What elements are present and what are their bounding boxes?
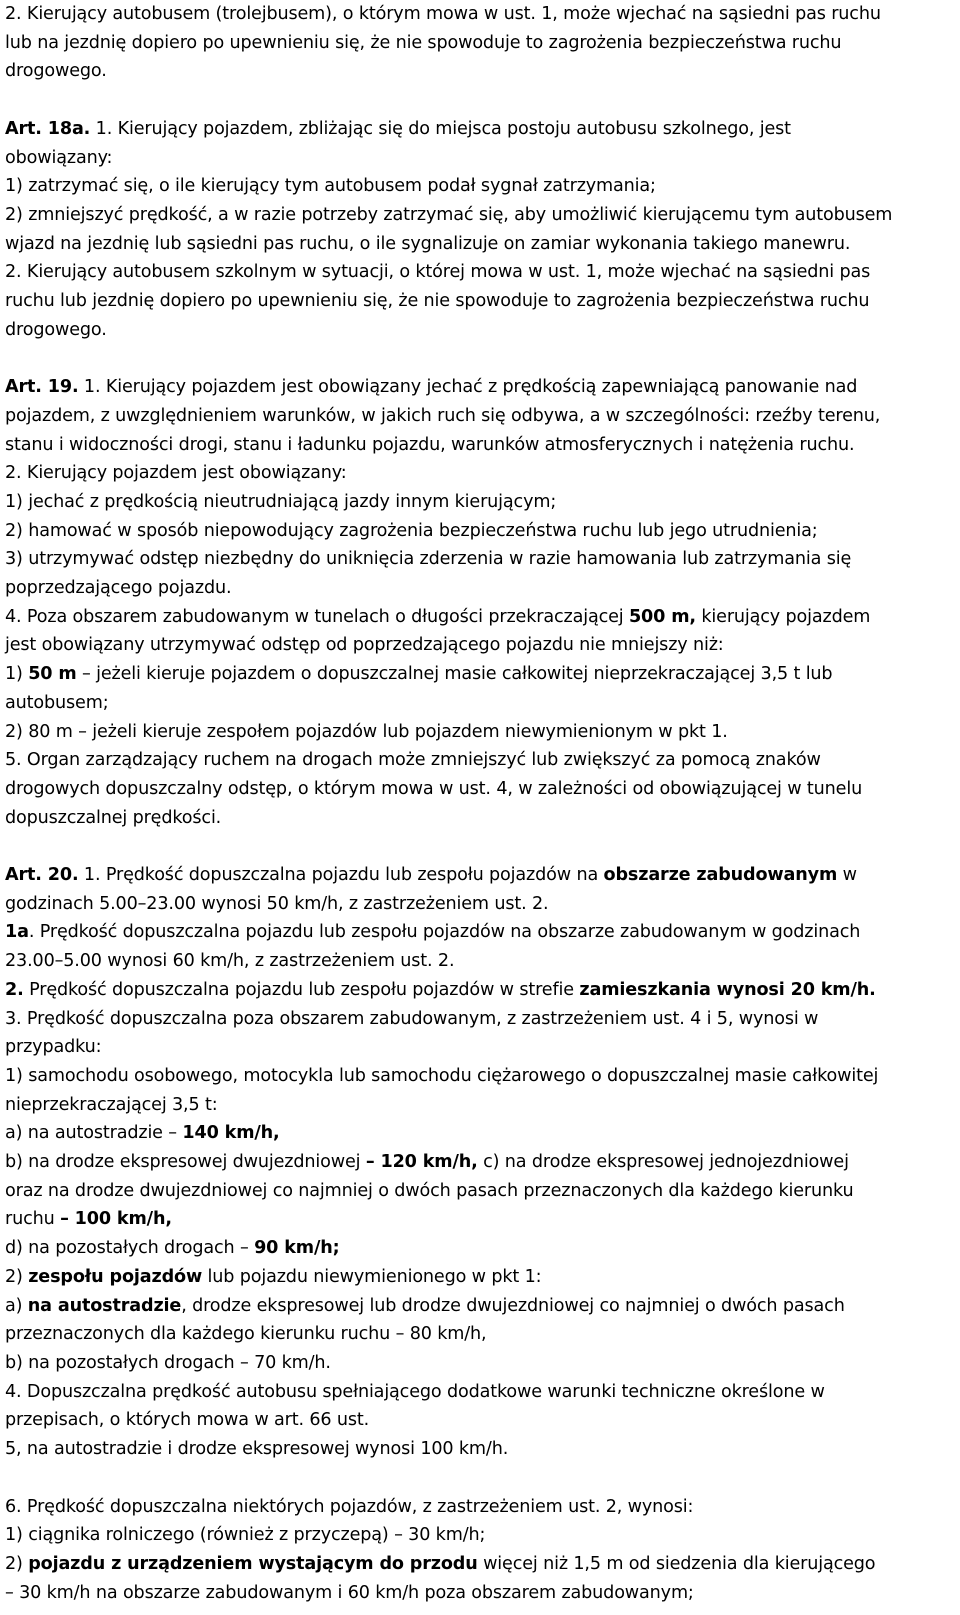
text-line <box>5 1493 940 1522</box>
text-line <box>5 746 940 775</box>
text-run: oraz na drodze dwujezdniowej co najmniej o dwóch pasach przeznaczonych dla każdego kierunku <box>5 1180 854 1201</box>
bold-text: – 100 km/h, <box>60 1209 172 1230</box>
paragraph-gap <box>5 86 940 115</box>
text-run: ruchu <box>5 1209 61 1230</box>
text-line <box>5 144 940 173</box>
text-run: przeznaczonych dla każdego kierunku ruchu – 80 km/h, <box>5 1324 487 1345</box>
text-line <box>5 1320 940 1349</box>
text-line <box>5 373 940 402</box>
text-run: stanu i widoczności drogi, stanu i ładunku pojazdu, warunków atmosferycznych i natężenia ruchu. <box>5 434 855 455</box>
text-line <box>5 316 940 345</box>
text-line <box>5 1119 940 1148</box>
text-run: drogowego. <box>5 61 107 82</box>
text-line <box>5 603 940 632</box>
text-run: poprzedzającego pojazdu. <box>5 578 232 599</box>
text-run: lub pojazdu niewymienionego w pkt 1: <box>202 1266 542 1287</box>
text-run: . Prędkość dopuszczalna pojazdu lub zespołu pojazdów na obszarze zabudowanym w godzinach <box>28 922 861 943</box>
text-run: 4. Dopuszczalna prędkość autobusu spełniającego dodatkowe warunki techniczne określone w <box>5 1381 825 1402</box>
paragraph-gap <box>5 344 940 373</box>
text-run: nieprzekraczającej 3,5 t: <box>5 1094 218 1115</box>
bold-text: 2. <box>5 979 24 1000</box>
bold-text: zespołu pojazdów <box>28 1266 203 1287</box>
text-line <box>5 488 940 517</box>
text-line <box>5 230 940 259</box>
text-line <box>5 1406 940 1435</box>
bold-text: pojazdu z urządzeniem wystającym do przodu <box>28 1553 478 1574</box>
text-run: c) na drodze ekspresowej jednojezdniowej <box>477 1152 849 1173</box>
text-line <box>5 545 940 574</box>
text-run: 2) 80 m – jeżeli kieruje zespołem pojazdów lub pojazdem niewymienionym w pkt 1. <box>5 721 728 742</box>
bold-text: Art. 19. <box>5 377 79 398</box>
text-line <box>5 1378 940 1407</box>
text-line <box>5 861 940 890</box>
text-run: pojazdem, z uwzględnieniem warunków, w jakich ruch się odbywa, a w szczególności: rzeźby terenu, <box>5 405 881 426</box>
text-run: 5. Organ zarządzający ruchem na drogach może zmniejszyć lub zwiększyć za pomocą znaków <box>5 750 821 771</box>
text-line <box>5 574 940 603</box>
text-line <box>5 1550 940 1579</box>
text-line <box>5 1263 940 1292</box>
text-line <box>5 115 940 144</box>
text-run: przepisach, o których mowa w art. 66 ust. <box>5 1410 370 1431</box>
text-run: 4. Poza obszarem zabudowanym w tunelach o długości przekraczającej <box>5 606 629 627</box>
text-line <box>5 1205 940 1234</box>
text-line <box>5 402 940 431</box>
text-run: – 30 km/h na obszarze zabudowanym i 60 km/h poza obszarem zabudowanym; <box>5 1582 694 1603</box>
bold-text: 1a <box>5 922 29 943</box>
text-line <box>5 1521 940 1550</box>
text-run: 2. Kierujący pojazdem jest obowiązany: <box>5 463 347 484</box>
text-line <box>5 1292 940 1321</box>
text-line <box>5 660 940 689</box>
text-run: 1) zatrzymać się, o ile kierujący tym autobusem podał sygnał zatrzymania; <box>5 176 656 197</box>
text-run: 3. Prędkość dopuszczalna poza obszarem zabudowanym, z zastrzeżeniem ust. 4 i 5, wynosi w <box>5 1008 819 1029</box>
text-run: 5, na autostradzie i drodze ekspresowej wynosi 100 km/h. <box>5 1439 509 1460</box>
text-run: drogowego. <box>5 319 107 340</box>
bold-text: 50 m <box>28 664 77 685</box>
text-run: wjazd na jezdnię lub sąsiedni pas ruchu, o ile sygnalizuje on zamiar wykonania takiego manewru. <box>5 233 851 254</box>
bold-text: 90 km/h; <box>254 1238 340 1259</box>
text-run: 1) ciągnika rolniczego (również z przyczepą) – 30 km/h; <box>5 1525 486 1546</box>
text-run: d) na pozostałych drogach – <box>5 1238 255 1259</box>
text-run: a) na autostradzie – <box>5 1123 183 1144</box>
text-run: 1. Kierujący pojazdem jest obowiązany jechać z prędkością zapewniającą panowanie nad <box>78 377 858 398</box>
text-line <box>5 1234 940 1263</box>
text-run: przypadku: <box>5 1037 102 1058</box>
bold-text: 500 m, <box>628 606 696 627</box>
text-run: 2) zmniejszyć prędkość, a w razie potrzeby zatrzymać się, aby umożliwić kierującemu tym autobusem <box>5 204 893 225</box>
text-run: 2. Kierujący autobusem szkolnym w sytuacji, o której mowa w ust. 1, może wjechać na sąsiedni pas <box>5 262 871 283</box>
text-run: lub na jezdnię dopiero po upewnieniu się, że nie spowoduje to zagrożenia bezpieczeństwa ruchu <box>5 32 842 53</box>
text-line <box>5 775 940 804</box>
text-line <box>5 57 940 86</box>
text-run: Prędkość dopuszczalna pojazdu lub zespołu pojazdów w strefie <box>23 979 580 1000</box>
text-line <box>5 1435 940 1464</box>
text-line <box>5 1349 940 1378</box>
text-line <box>5 947 940 976</box>
text-line <box>5 1148 940 1177</box>
text-line <box>5 431 940 460</box>
text-run: b) na pozostałych drogach – 70 km/h. <box>5 1353 331 1373</box>
text-run: ruchu lub jezdnię dopiero po upewnieniu się, że nie spowoduje to zagrożenia bezpieczeństwa ruchu <box>5 291 870 312</box>
text-run: 6. Prędkość dopuszczalna niektórych pojazdów, z zastrzeżeniem ust. 2, wynosi: <box>5 1496 694 1517</box>
text-line <box>5 631 940 660</box>
text-run: więcej niż 1,5 m od siedzenia dla kierującego <box>477 1553 876 1574</box>
bold-text: obszarze zabudowanym <box>603 865 838 886</box>
text-line <box>5 172 940 201</box>
text-line <box>5 517 940 546</box>
text-run: 1) jechać z prędkością nieutrudniającą jazdy innym kierującym; <box>5 491 557 512</box>
text-run: 1) samochodu osobowego, motocykla lub samochodu ciężarowego o dopuszczalnej masie całkowitej <box>5 1065 879 1086</box>
text-line <box>5 1579 940 1608</box>
text-line <box>5 1177 940 1206</box>
text-run: 1. Prędkość dopuszczalna pojazdu lub zespołu pojazdów na <box>78 865 604 886</box>
bold-text: Art. 20. <box>5 865 79 886</box>
text-line <box>5 689 940 718</box>
text-run: 2) <box>5 1266 29 1287</box>
text-run: dopuszczalnej prędkości. <box>5 807 222 828</box>
text-line <box>5 918 940 947</box>
bold-text: na autostradzie <box>27 1295 182 1316</box>
text-run: 2. Kierujący autobusem (trolejbusem), o którym mowa w ust. 1, może wjechać na sąsiedni pas ruchu <box>5 4 881 24</box>
text-run: 2) <box>5 1553 29 1574</box>
bold-text: zamieszkania wynosi 20 km/h. <box>579 979 876 1000</box>
text-line <box>5 976 940 1005</box>
text-line <box>5 718 940 747</box>
text-line <box>5 1091 940 1120</box>
text-run: a) <box>5 1295 28 1316</box>
text-run: w <box>837 865 857 886</box>
bold-text: Art. 18a. <box>5 118 91 139</box>
text-run: 1) <box>5 664 29 685</box>
text-run: b) na drodze ekspresowej dwujezdniowej <box>5 1152 366 1173</box>
text-run: kierujący pojazdem <box>695 606 871 627</box>
text-line <box>5 890 940 919</box>
text-line <box>5 1005 940 1034</box>
text-run: obowiązany: <box>5 147 113 168</box>
text-run: 1. Kierujący pojazdem, zbliżając się do miejsca postoju autobusu szkolnego, jest <box>90 118 791 139</box>
text-line <box>5 258 940 287</box>
text-run: 2) hamować w sposób niepowodujący zagrożenia bezpieczeństwa ruchu lub jego utrudnienia; <box>5 520 818 541</box>
text-line <box>5 1062 940 1091</box>
text-line <box>5 804 940 833</box>
text-run: 3) utrzymywać odstęp niezbędny do uniknięcia zderzenia w razie hamowania lub zatrzymania się <box>5 549 852 570</box>
paragraph-gap <box>5 832 940 861</box>
bold-text: – 120 km/h, <box>365 1152 478 1173</box>
text-line <box>5 1033 940 1062</box>
text-line <box>5 287 940 316</box>
text-run: 23.00–5.00 wynosi 60 km/h, z zastrzeżeniem ust. 2. <box>5 951 455 972</box>
text-line <box>5 201 940 230</box>
text-line <box>5 29 940 58</box>
text-line <box>5 459 940 488</box>
text-line <box>5 0 940 29</box>
text-run: autobusem; <box>5 692 109 713</box>
paragraph-gap <box>5 1464 940 1493</box>
text-run: godzinach 5.00–23.00 wynosi 50 km/h, z zastrzeżeniem ust. 2. <box>5 893 549 914</box>
text-run: jest obowiązany utrzymywać odstęp od poprzedzającego pojazdu nie mniejszy niż: <box>5 635 724 656</box>
text-run: – jeżeli kieruje pojazdem o dopuszczalnej masie całkowitej nieprzekraczającej 3,5 t lub <box>76 664 833 685</box>
text-run: drogowych dopuszczalny odstęp, o którym mowa w ust. 4, w zależności od obowiązującej w tunelu <box>5 778 863 799</box>
text-run: , drodze ekspresowej lub drodze dwujezdniowej co najmniej o dwóch pasach <box>181 1295 845 1316</box>
bold-text: 140 km/h, <box>182 1123 280 1144</box>
